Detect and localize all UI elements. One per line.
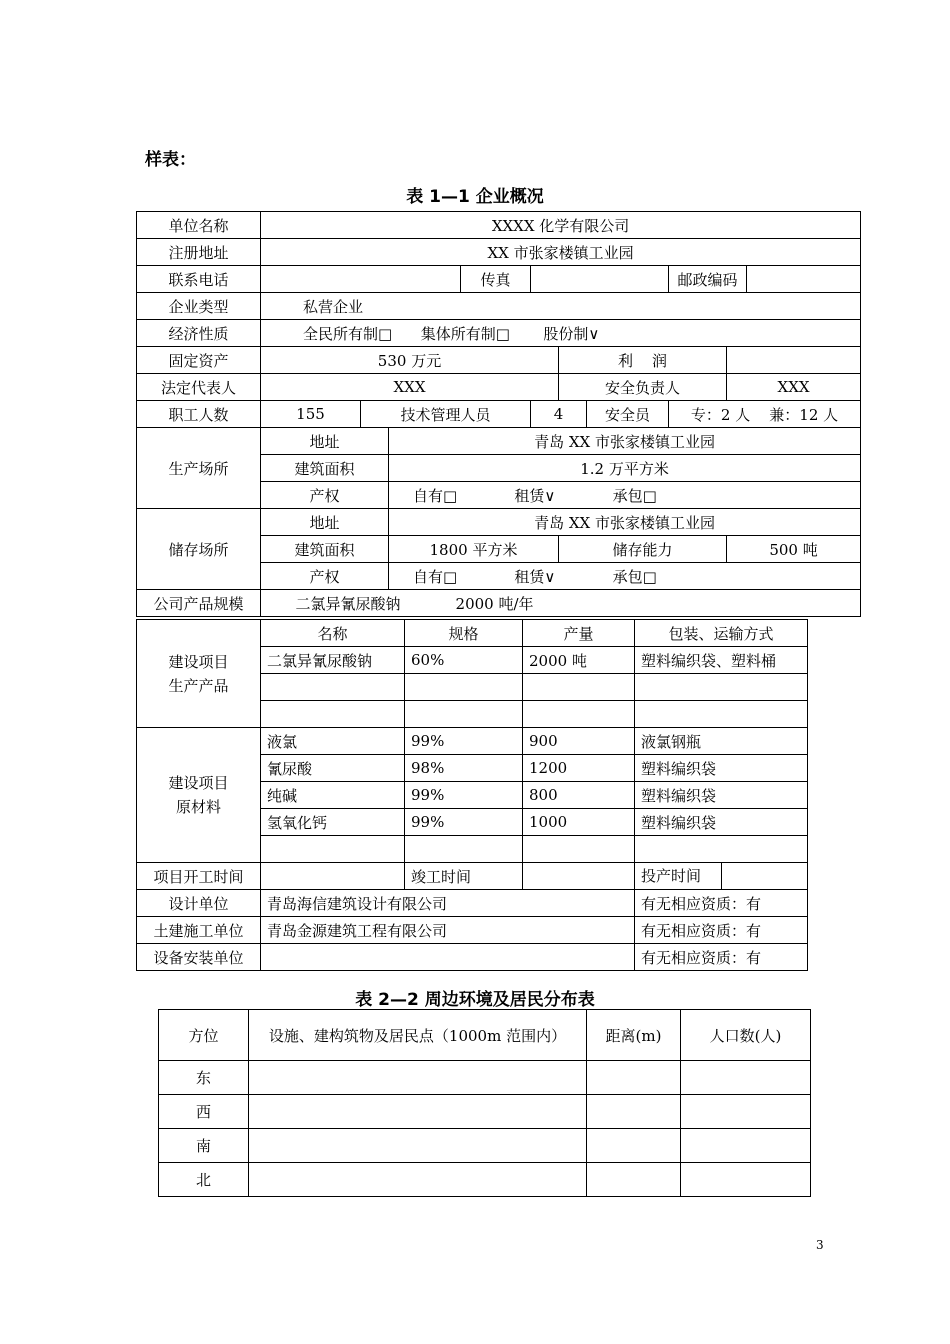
production-time-label: 投产时间: [635, 863, 722, 889]
header-facilities: 设施、建构筑物及居民点（1000m 范围内）: [249, 1010, 587, 1061]
population-cell: [681, 1095, 811, 1129]
storage-address-value: 青岛 XX 市张家楼镇工业园: [389, 509, 861, 536]
row-design-unit: [137, 890, 808, 917]
population-cell: [681, 1061, 811, 1095]
fixed-assets-value: 530 万元: [261, 347, 559, 374]
equip-qual: 有无相应资质：有: [635, 944, 808, 971]
safety-officer-label: 安全员: [587, 401, 669, 428]
product-output: 2000 吨: [523, 647, 635, 674]
material-name: [261, 836, 405, 863]
material-spec: 99%: [405, 809, 523, 836]
material-spec: 98%: [405, 755, 523, 782]
material-spec: [405, 836, 523, 863]
civil-unit-value: 青岛金源建筑工程有限公司: [261, 917, 635, 944]
material-spec: 99%: [405, 728, 523, 755]
company-overview-table: [136, 211, 861, 617]
start-time-value: [261, 863, 405, 890]
material-amount: 900: [523, 728, 635, 755]
products-header-row: [137, 620, 808, 647]
row-civil-unit: [137, 917, 808, 944]
design-unit-label: 设计单位: [137, 890, 261, 917]
material-packaging: 塑料编织袋: [635, 755, 808, 782]
storage-area-value: 1800 平方米: [389, 536, 559, 563]
facilities-cell: [249, 1129, 587, 1163]
material-name: 氰尿酸: [261, 755, 405, 782]
direction-cell: 西: [159, 1095, 249, 1129]
surroundings-header-row: [159, 1010, 811, 1061]
start-time-label: 项目开工时间: [137, 863, 261, 890]
products-header-spec: 规格: [405, 620, 523, 647]
storage-area-label: 建筑面积: [261, 536, 389, 563]
economic-nature-label: 经济性质: [137, 320, 261, 347]
material-packaging: 塑料编织袋: [635, 809, 808, 836]
production-time-cell: [635, 863, 808, 890]
company-name-value: XXXX 化学有限公司: [261, 212, 861, 239]
storage-ownership-label: 产权: [261, 563, 389, 590]
row-production-address: [137, 428, 861, 455]
header-population: 人口数(人): [681, 1010, 811, 1061]
material-name: 氢氧化钙: [261, 809, 405, 836]
design-qual: 有无相应资质：有: [635, 890, 808, 917]
completion-label: 竣工时间: [405, 863, 523, 890]
company-name-label: 单位名称: [137, 212, 261, 239]
product-packaging: [635, 701, 808, 728]
table-row: [159, 1129, 811, 1163]
civil-unit-label: 土建施工单位: [137, 917, 261, 944]
project-materials-label-line2: 原材料: [175, 798, 221, 816]
row-economic-nature: [137, 320, 861, 347]
row-legal-rep: [137, 374, 861, 401]
products-header-name: 名称: [261, 620, 405, 647]
distance-cell: [587, 1163, 681, 1197]
safety-head-value: XXX: [727, 374, 861, 401]
material-row: [137, 728, 808, 755]
product-packaging: 塑料编织袋、塑料桶: [635, 647, 808, 674]
postcode-label: 邮政编码: [669, 266, 747, 293]
distance-cell: [587, 1061, 681, 1095]
distance-cell: [587, 1129, 681, 1163]
production-address-value: 青岛 XX 市张家楼镇工业园: [389, 428, 861, 455]
row-equip-unit: [137, 944, 808, 971]
safety-head-label: 安全负责人: [559, 374, 727, 401]
header-distance: 距离(m): [587, 1010, 681, 1061]
direction-cell: 东: [159, 1061, 249, 1095]
phone-label: 联系电话: [137, 266, 261, 293]
equip-unit-value: [261, 944, 635, 971]
storage-address-label: 地址: [261, 509, 389, 536]
product-name: [261, 701, 405, 728]
company-type-label: 企业类型: [137, 293, 261, 320]
material-amount: 1200: [523, 755, 635, 782]
equip-unit-label: 设备安装单位: [137, 944, 261, 971]
material-name: 液氯: [261, 728, 405, 755]
reg-address-value: XX 市张家楼镇工业园: [261, 239, 861, 266]
page-number: 3: [816, 1238, 824, 1252]
intro-label: 样表：: [145, 150, 196, 170]
economic-nature-value: 全民所有制□ 集体所有制□ 股份制∨: [261, 320, 861, 347]
postcode-value: [747, 266, 861, 293]
production-ownership-value: 自有□ 租赁∨ 承包□: [389, 482, 861, 509]
row-staff: [137, 401, 861, 428]
project-materials-label-line1: 建设项目: [168, 774, 229, 792]
legal-rep-value: XXX: [261, 374, 559, 401]
product-scale-label: 公司产品规模: [137, 590, 261, 617]
civil-qual: 有无相应资质：有: [635, 917, 808, 944]
production-site-label: 生产场所: [137, 428, 261, 509]
product-packaging: [635, 674, 808, 701]
project-products-label-line1: 建设项目: [168, 652, 229, 671]
storage-capacity-value: 500 吨: [727, 536, 861, 563]
distance-cell: [587, 1095, 681, 1129]
material-packaging: 塑料编织袋: [635, 782, 808, 809]
row-company-name: [137, 212, 861, 239]
material-packaging: [635, 836, 808, 863]
production-address-label: 地址: [261, 428, 389, 455]
table1-title: 表 1—1 企业概况: [406, 187, 544, 207]
fax-label: 传真: [461, 266, 531, 293]
facilities-cell: [249, 1163, 587, 1197]
header-direction: 方位: [159, 1010, 249, 1061]
material-amount: 800: [523, 782, 635, 809]
surroundings-table: [158, 1009, 811, 1197]
product-scale-value: 2000 吨/年: [455, 594, 534, 613]
product-scale-name: 二氯异氰尿酸钠: [295, 594, 401, 613]
production-area-label: 建筑面积: [261, 455, 389, 482]
tech-staff-label: 技术管理人员: [361, 401, 531, 428]
completion-value: [523, 863, 635, 890]
direction-cell: 南: [159, 1129, 249, 1163]
storage-site-label: 储存场所: [137, 509, 261, 590]
phone-value: [261, 266, 461, 293]
products-header-output: 产量: [523, 620, 635, 647]
production-area-value: 1.2 万平方米: [389, 455, 861, 482]
production-ownership-label: 产权: [261, 482, 389, 509]
table2-title: 表 2—2 周边环境及居民分布表: [355, 990, 595, 1010]
project-products-label: [137, 620, 261, 728]
table-row: [159, 1095, 811, 1129]
product-spec: 60%: [405, 647, 523, 674]
company-type-value: 私营企业: [261, 293, 861, 320]
profit-value: [727, 347, 861, 374]
legal-rep-label: 法定代表人: [137, 374, 261, 401]
fixed-assets-label: 固定资产: [137, 347, 261, 374]
table-row: [159, 1163, 811, 1197]
row-contact: [137, 266, 861, 293]
profit-label: 利 润: [559, 347, 727, 374]
reg-address-label: 注册地址: [137, 239, 261, 266]
project-detail-table: [136, 619, 808, 971]
material-amount: 1000: [523, 809, 635, 836]
design-unit-value: 青岛海信建筑设计有限公司: [261, 890, 635, 917]
fax-value: [531, 266, 669, 293]
tech-staff-value: 4: [531, 401, 587, 428]
project-materials-label: [137, 728, 261, 863]
population-cell: [681, 1129, 811, 1163]
product-scale-cell: [261, 590, 861, 617]
product-output: [523, 674, 635, 701]
staff-count-value: 155: [261, 401, 361, 428]
row-fixed-assets: [137, 347, 861, 374]
row-company-type: [137, 293, 861, 320]
storage-capacity-label: 储存能力: [559, 536, 727, 563]
material-spec: 99%: [405, 782, 523, 809]
row-timeline: [137, 863, 808, 890]
table-row: [159, 1061, 811, 1095]
material-packaging: 液氯钢瓶: [635, 728, 808, 755]
material-amount: [523, 836, 635, 863]
safety-officer-value: 专：2 人 兼：12 人: [669, 401, 861, 428]
facilities-cell: [249, 1061, 587, 1095]
products-header-packaging: 包装、运输方式: [635, 620, 808, 647]
direction-cell: 北: [159, 1163, 249, 1197]
storage-ownership-value: 自有□ 租赁∨ 承包□: [389, 563, 861, 590]
row-reg-address: [137, 239, 861, 266]
row-product-scale: [137, 590, 861, 617]
product-output: [523, 701, 635, 728]
product-name: 二氯异氰尿酸钠: [261, 647, 405, 674]
facilities-cell: [249, 1095, 587, 1129]
staff-count-label: 职工人数: [137, 401, 261, 428]
population-cell: [681, 1163, 811, 1197]
product-name: [261, 674, 405, 701]
project-products-label-line2: 生产产品: [168, 676, 229, 695]
material-name: 纯碱: [261, 782, 405, 809]
product-spec: [405, 674, 523, 701]
product-spec: [405, 701, 523, 728]
row-storage-address: [137, 509, 861, 536]
